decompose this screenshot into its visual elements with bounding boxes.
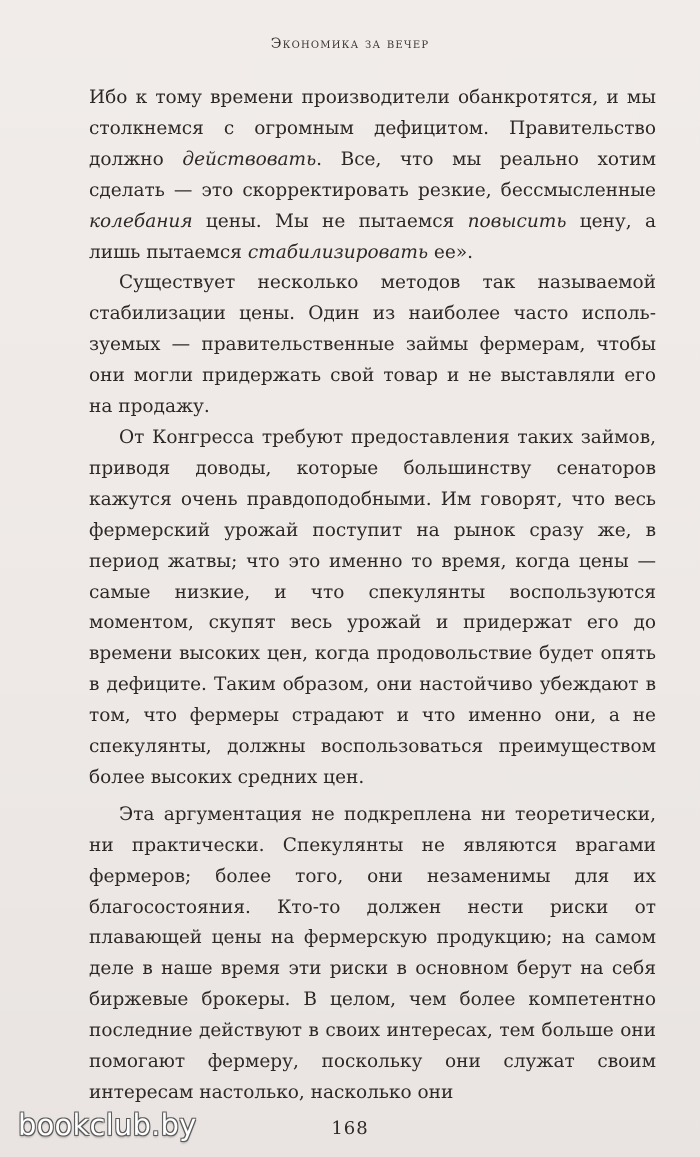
paragraph	[89, 800, 656, 1109]
paragraph	[89, 268, 656, 423]
text-run: . Все, что мы реально хотим сделать — это скорректировать резкие, бессмысленные	[89, 148, 656, 201]
page-number: 168	[331, 1118, 369, 1139]
site-watermark[interactable]: bookclub.by	[18, 1108, 197, 1142]
paragraph	[89, 423, 656, 794]
emphasis-text: стабилизировать	[247, 241, 429, 263]
text-run: цены. Мы не пытаемся	[192, 210, 468, 232]
emphasis-text: повысить	[467, 210, 567, 232]
text-run: цену, а лишь пытаемся	[89, 210, 656, 263]
paragraph	[89, 83, 656, 268]
emphasis-text: действовать	[182, 148, 317, 170]
text-run: Существует несколько методов так называемой стабилизации цены. Один из наиболее часто используемых — правительственные займы фермерам, чтобы они могли придержать свой товар и не выставляли его на продажу.	[89, 272, 656, 418]
running-title: Экономика за вечер	[270, 36, 430, 52]
emphasis-text: колебания	[89, 210, 193, 232]
text-run: Ибо к тому времени производители обанкротятся, и мы столкнемся с огромным дефицитом. Правительство должно	[89, 87, 656, 170]
text-run: ее».	[428, 241, 474, 263]
text-run: От Конгресса требуют предоставления таких займов, приводя доводы, которые большинству сенаторов кажутся очень правдоподобными. Им говорят, что весь фермерский урожай поступит на рынок сразу же, в период жатвы; что это именно то время, когда цены — самые низкие, и что спекулянты воспользуются моментом, скупят весь урожай и придержат его до времени высоких цен, когда продовольствие будет опять в дефиците. Таким образом, они настойчиво убеждают в том, что фермеры страдают и что именно они, а не спекулянты, должны воспользоваться преимуществом более высоких средних цен.	[89, 426, 656, 788]
text-run: Эта аргументация не подкреплена ни теоретически, ни практически. Спекулянты не являются врагами фермеров; более того, они незаменимы для их благосостояния. Кто-то должен нести риски от плавающей цены на фермерскую продукцию; на самом деле в наше время эти риски в основном берут на себя биржевые брокеры. В целом, чем более компетентно последние действуют в своих интересах, тем больше они помогают фермеру, поскольку они служат своим интересам настолько, насколько они	[89, 803, 656, 1103]
body-text	[89, 83, 656, 1109]
